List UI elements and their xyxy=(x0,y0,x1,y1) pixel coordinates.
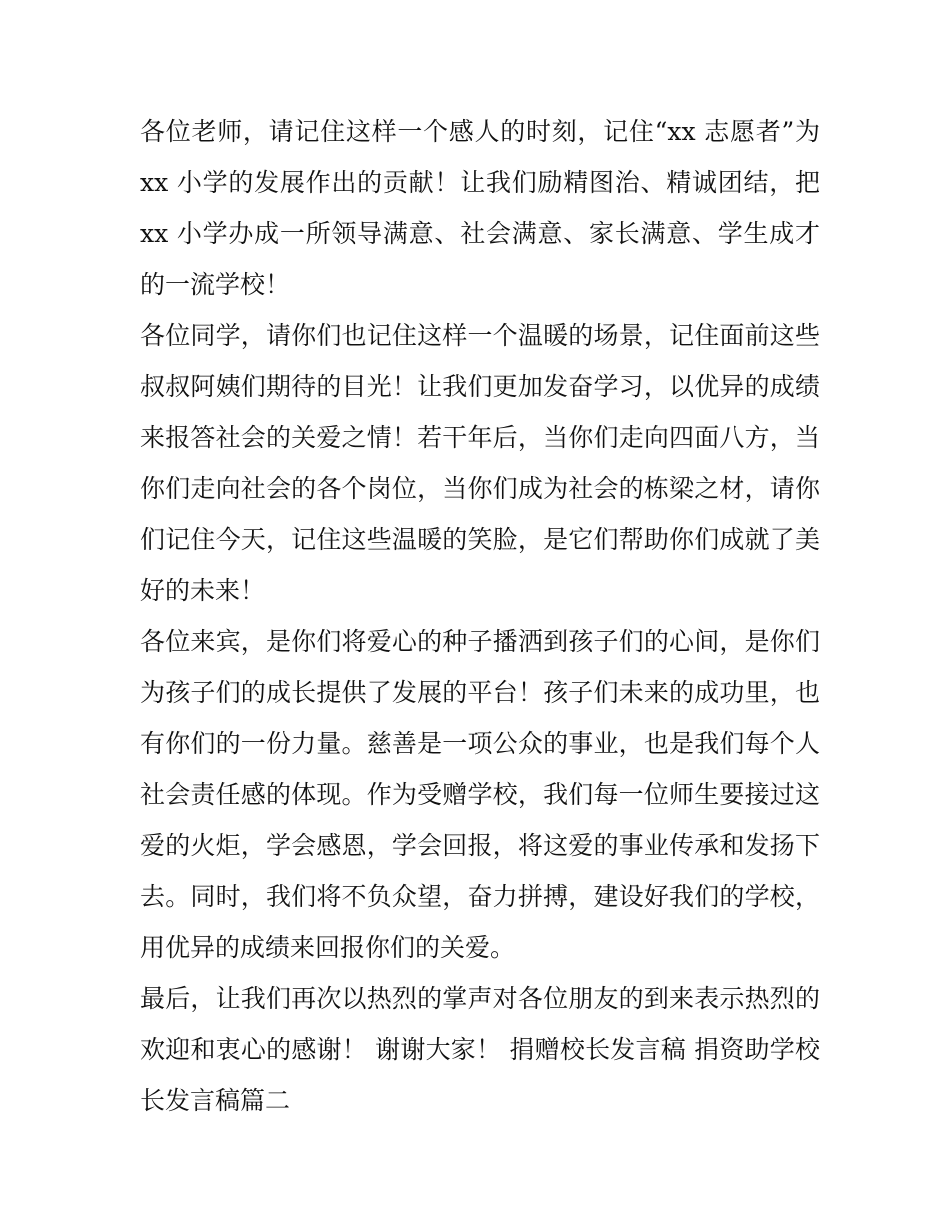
paragraph-teachers xyxy=(140,106,820,310)
text-line: xx 小学办成一所领导满意、社会满意、家长满意、学生成才 xyxy=(140,219,820,248)
text-line: 好的未来！ xyxy=(140,576,266,605)
text-line: 去。同时，我们将不负众望，奋力拼搏，建设好我们的学校， xyxy=(140,882,820,911)
text-line: 叔叔阿姨们期待的目光！让我们更加发奋学习，以优异的成绩 xyxy=(140,372,820,401)
paragraph-students xyxy=(140,310,820,616)
text-line: 社会责任感的体现。作为受赠学校，我们每一位师生要接过这 xyxy=(140,780,820,809)
text-line: 最后，让我们再次以热烈的掌声对各位朋友的到来表示热烈的 xyxy=(140,984,820,1013)
text-line: xx 小学的发展作出的贡献！让我们励精图治、精诚团结，把 xyxy=(140,168,820,197)
text-line: 为孩子们的成长提供了发展的平台！孩子们未来的成功里，也 xyxy=(140,678,820,707)
text-line: 你们走向社会的各个岗位，当你们成为社会的栋梁之材，请你 xyxy=(140,474,820,503)
text-line: 的一流学校！ xyxy=(140,270,291,299)
text-line: 长发言稿篇二 xyxy=(140,1086,291,1115)
text-line: 们记住今天，记住这些温暖的笑脸，是它们帮助你们成就了美 xyxy=(140,525,820,554)
text-line: 来报答社会的关爱之情！若干年后，当你们走向四面八方，当 xyxy=(140,423,820,452)
text-line: 爱的火炬，学会感恩，学会回报，将这爱的事业传承和发扬下 xyxy=(140,831,820,860)
text-line: 各位老师，请记住这样一个感人的时刻，记住“xx 志愿者”为 xyxy=(140,117,820,146)
paragraph-guests xyxy=(140,616,820,973)
text-line: 欢迎和衷心的感谢！ 谢谢大家！ 捐赠校长发言稿 捐资助学校 xyxy=(140,1035,820,1064)
paragraph-closing xyxy=(140,973,820,1126)
text-line: 有你们的一份力量。慈善是一项公众的事业，也是我们每个人 xyxy=(140,729,820,758)
text-line: 各位来宾，是你们将爱心的种子播洒到孩子们的心间，是你们 xyxy=(140,627,820,656)
text-line: 各位同学，请你们也记住这样一个温暖的场景，记住面前这些 xyxy=(140,321,820,350)
document-body xyxy=(140,106,820,1126)
text-line: 用优异的成绩来回报你们的关爱。 xyxy=(140,933,516,962)
